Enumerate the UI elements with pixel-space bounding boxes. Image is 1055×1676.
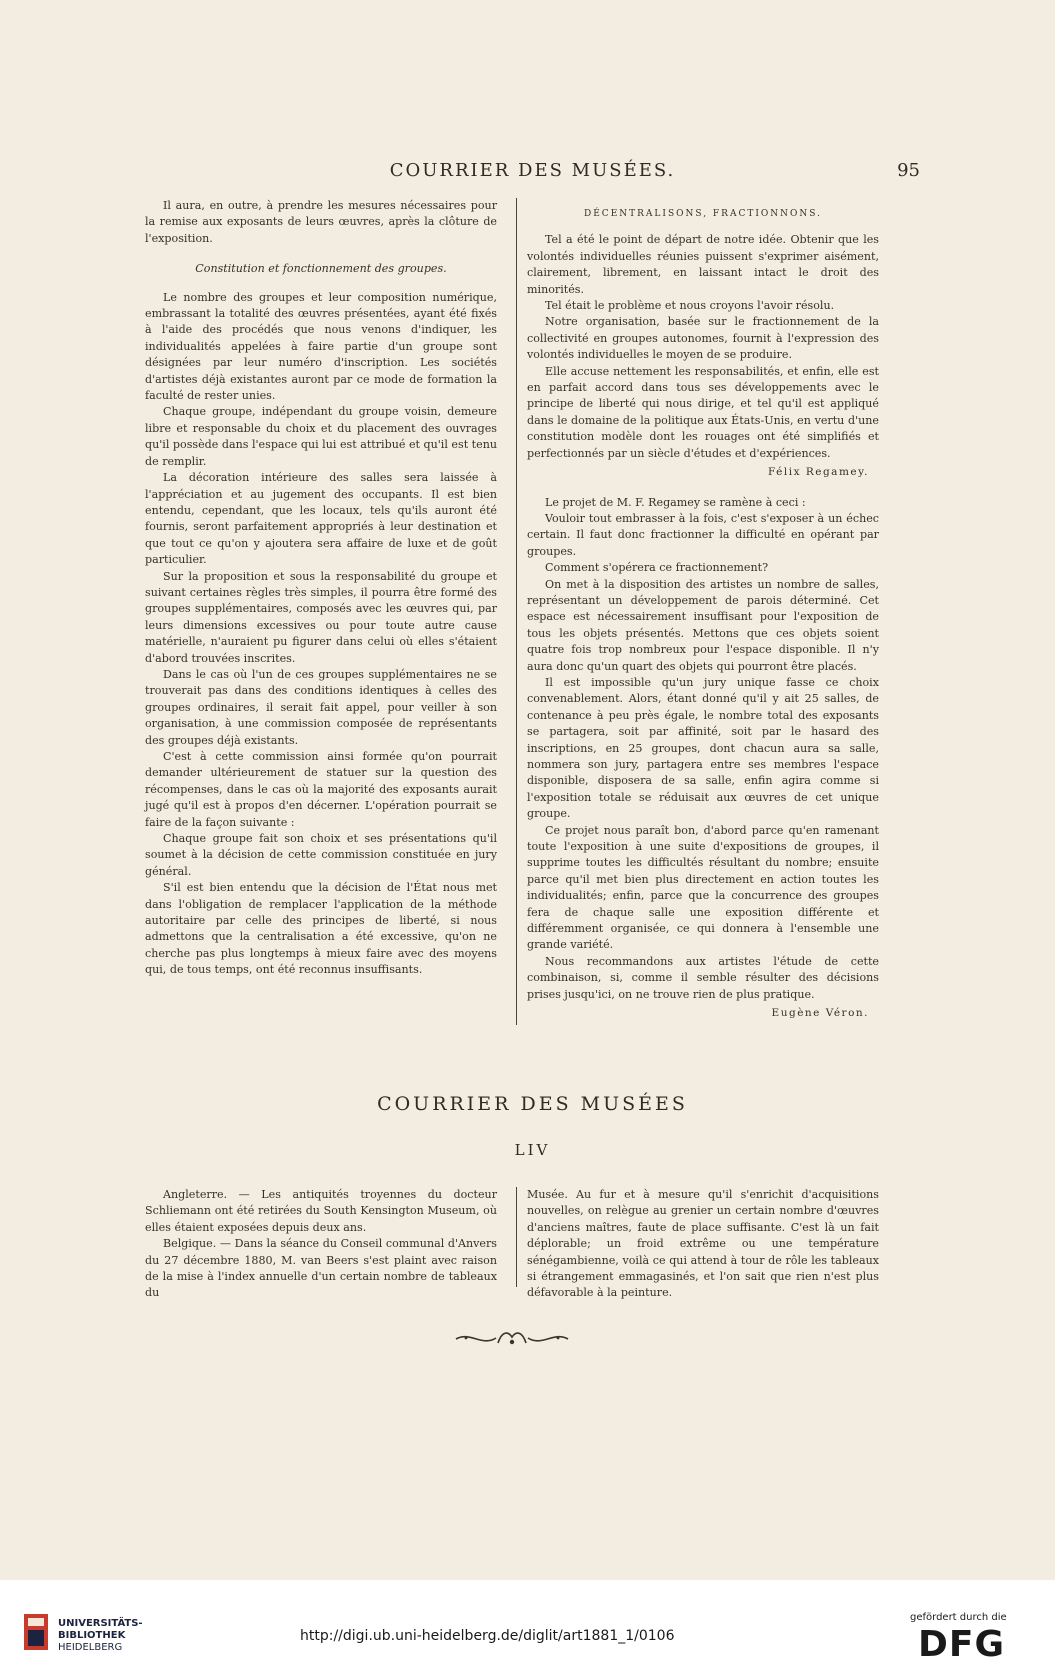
- paragraph: Comment s'opérera ce fractionnement?: [545, 561, 769, 575]
- column-divider: [516, 1187, 517, 1287]
- paragraph: Ce projet nous paraît bon, d'abord parce qu'en ramenant toute l'exposition à une suite d'expositions de groupes, il supprime toutes les difficultés résultant du nombre; ensuite parce qu'il met bien plus directement en action toutes les individualités; enfin, parce que la concurrence des groupes fera de chaque salle une exposition différente et différemment organisée, ce qui donnera à l'ensemble une grande variété.: [527, 823, 879, 952]
- funding-note: gefördert durch die: [910, 1612, 1007, 1623]
- dfg-logo: DFG: [918, 1624, 1006, 1665]
- paragraph: Belgique. — Dans la séance du Conseil communal d'Anvers du 27 décembre 1880, M. van Beers s'est plaint avec raison de la mise à l'index annuelle d'un certain nombre de tableaux du: [145, 1237, 497, 1300]
- paragraph: Il aura, en outre, à prendre les mesures nécessaires pour la remise aux exposants de leurs œuvres, après la clôture de l'exposition.: [145, 199, 497, 245]
- paragraph: Tel a été le point de départ de notre idée. Obtenir que les volontés individuelles réunies puissent s'exprimer aisément, clairement, librement, en laissant intact le droit des minorités.: [527, 233, 879, 296]
- paragraph: Il est impossible qu'un jury unique fasse ce choix convenablement. Alors, étant donné qu'il y ait 25 salles, de contenance à peu près égale, le nombre total des exposants se partagera, soit par affinité, soit par le hasard des inscriptions, en 25 groupes, dont chacun aura sa salle, nommera son jury, partagera entre ses membres l'espace disponible, disposera de sa salle, enfin agira comme si l'exposition totale se réduisait aux œuvres de cet unique groupe.: [527, 675, 879, 821]
- paragraph: Musée. Au fur et à mesure qu'il s'enrichit d'acquisitions nouvelles, on relègue au grenier un certain nombre d'œuvres d'anciens maîtres, faute de place suffisante. C'est là un fait déplorable; un froid extrême ou une température sénégambienne, voilà ce qui attend à tour de rôle les tableaux si étrangement emmagasinés, et l'on sait que rien n'est plus défavorable à la peinture.: [527, 1188, 879, 1300]
- fleuron-ornament: [452, 1327, 572, 1349]
- paragraph: Notre organisation, basée sur le fractionnement de la collectivité en groupes autonomes, fournit à l'expression des volontés individuelles le moyen de se produire.: [527, 315, 879, 362]
- column-divider: [516, 198, 517, 1025]
- digitization-footer: [0, 1580, 1055, 1676]
- paragraph: Tel était le problème et nous croyons l'avoir résolu.: [545, 299, 835, 313]
- page-number: 95: [897, 160, 920, 181]
- section-title: COURRIER DES MUSÉES: [377, 1093, 688, 1115]
- section-left-column: [145, 1187, 497, 1302]
- header-title: COURRIER DES MUSÉES.: [389, 160, 676, 181]
- paragraph: Vouloir tout embrasser à la fois, c'est s'exposer à un échec certain. Il faut donc fractionner la difficulté en opérant par groupes.: [527, 511, 879, 558]
- paragraph: Dans le cas où l'un de ces groupes supplémentaires ne se trouverait pas dans des conditions identiques à celles des groupes ordinaires, il serait fait appel, pour veiller à son organisation, à une commission composée de représentants des groupes déjà existants.: [145, 667, 497, 747]
- right-column: [527, 204, 879, 1022]
- subheading: Constitution et fonctionnement des groupes.: [195, 262, 447, 276]
- university-seal-icon: [22, 1612, 50, 1652]
- section-number: LIV: [514, 1141, 551, 1159]
- library-name: UNIVERSITÄTS- BIBLIOTHEK HEIDELBERG: [58, 1618, 143, 1653]
- paragraph: Sur la proposition et sous la responsabilité du groupe et suivant certaines règles très simples, il pourra être formé des groupes supplémentaires, composés avec les œuvres qui, par leurs dimensions excessives ou pour toute autre cause matérielle, n'auraient pu figurer dans celui où elles s'étaient d'abord trouvées inscrites.: [145, 569, 497, 665]
- running-header: [145, 160, 920, 190]
- signature: Eugène Véron.: [771, 1007, 869, 1020]
- paragraph: Le nombre des groupes et leur composition numérique, embrassant la totalité des œuvres présentées, ayant été fixés à l'aide des procédés que nous venons d'indiquer, les individualités appelées à faire partie d'un groupe sont désignées par leur numéro d'inscription. Les sociétés d'artistes déjà existantes auront par ce mode de formation la faculté de rester unies.: [145, 290, 497, 403]
- paragraph: Chaque groupe, indépendant du groupe voisin, demeure libre et responsable du choix et du placement des ouvrages qu'il possède dans l'espace qui lui est attribué et qu'il est tenu de remplir.: [145, 405, 497, 468]
- paragraph: Elle accuse nettement les responsabilités, et enfin, elle est en parfait accord dans tous ses développements avec le principe de liberté qui nous dirige, et tel qu'il est appliqué dans le domaine de la politique aux États-Unis, en vertu d'une constitution modèle dont les rouages ont été simplifiés et perfectionnés par un siècle d'études et d'expériences.: [527, 364, 879, 460]
- paragraph: Nous recommandons aux artistes l'étude de cette combinaison, si, comme il semble résulter des décisions prises jusqu'ici, on ne trouve rien de plus pratique.: [527, 954, 879, 1001]
- paragraph: S'il est bien entendu que la décision de l'État nous met dans l'obligation de remplacer l'application de la méthode autoritaire par celle des principes de liberté, si nous admettons que la centralisation a été excessive, qu'on ne cherche pas plus longtemps à mieux faire avec des moyens qui, de tous temps, ont été reconnus insuffisants.: [145, 881, 497, 977]
- permalink-url[interactable]: http://digi.ub.uni-heidelberg.de/diglit/art1881_1/0106: [300, 1628, 675, 1644]
- paragraph: Angleterre. — Les antiquités troyennes du docteur Schliemann ont été retirées du South Kensington Museum, où elles étaient exposées depuis deux ans.: [145, 1188, 497, 1234]
- paragraph: Le projet de M. F. Regamey se ramène à ceci :: [545, 495, 806, 509]
- paragraph: La décoration intérieure des salles sera laissée à l'appréciation et au jugement des occupants. Il est bien entendu, cependant, que les locaux, tels qu'ils auront été fournis, seront parfaitement appropriés à leur destination et que tout ce qu'on y ajoutera sera affaire de luxe et de goût particulier.: [145, 471, 497, 567]
- paragraph: C'est à cette commission ainsi formée qu'on pourrait demander ultérieurement de statuer sur la question des récompenses, dans le cas où la majorité des exposants aurait jugé qu'il est à propos d'en décerner. L'opération pourrait se faire de la façon suivante :: [145, 750, 497, 829]
- section-right-column: [527, 1187, 879, 1302]
- left-column: [145, 198, 497, 979]
- paragraph: On met à la disposition des artistes un nombre de salles, représentant un développement de parois déterminé. Cet espace est nécessairement insuffisant pour l'exposition de tous les objets présentés. Mettons que ces objets soient quatre fois trop nombreux pour l'espace disponible. Il n'y aura donc qu'un quart des objets qui pourront être placés.: [527, 577, 879, 673]
- section-caps-heading: DÉCENTRALISONS, FRACTIONNONS.: [584, 209, 822, 219]
- paragraph: Chaque groupe fait son choix et ses présentations qu'il soumet à la décision de cette commission constituée en jury général.: [145, 832, 497, 878]
- signature: Félix Regamey.: [767, 466, 869, 479]
